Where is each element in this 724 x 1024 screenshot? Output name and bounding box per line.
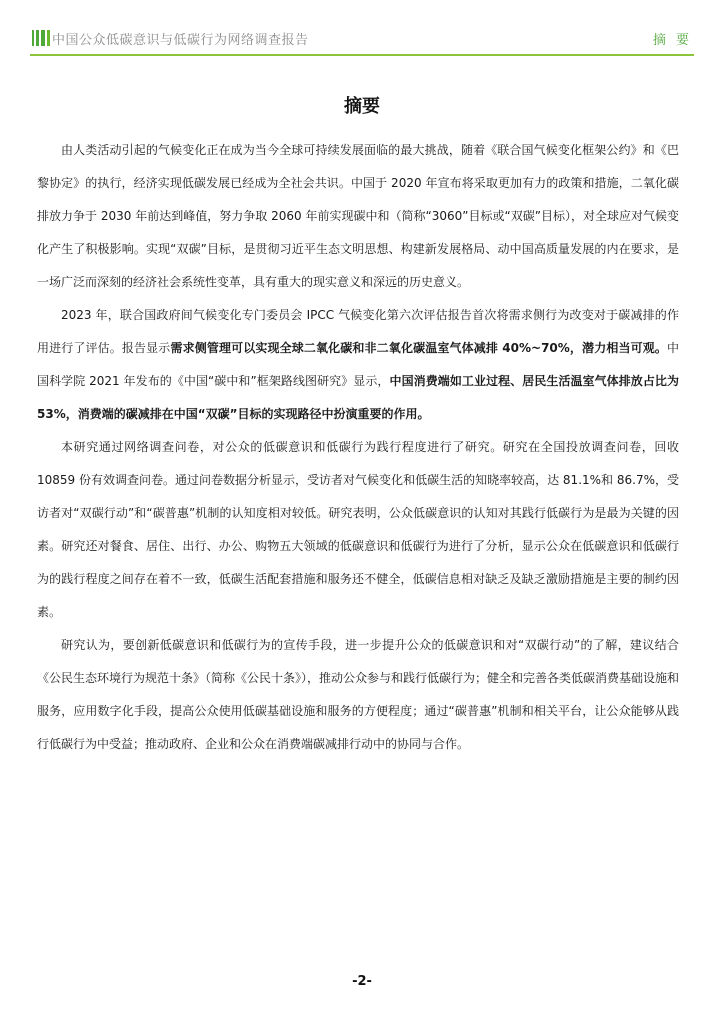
page-title: 摘要: [344, 96, 380, 117]
emphasized-text: 需求侧管理可以实现全球二氧化碳和非二氧化碳温室气体减排 40%~70%，潜力相当可观。: [170, 341, 667, 355]
page-number: -2-: [352, 974, 372, 989]
report-logo-bars-icon: [32, 30, 50, 46]
paragraph-text: 本研究通过网络调查问卷，对公众的低碳意识和低碳行为践行程度进行了研究。研究在全国投放调查问卷，回收 10859 份有效调查问卷。通过问卷数据分析显示，受访者对气候变化和低碳生活的知晓率较高，达 81.1%和 86.7%，受访者对“双碳行动”和“碳普惠”机制的认知度相对较低。研究表明，公众低碳意识的认知对其践行低碳行为是最为关键的因素。研究还对餐食、居住、出行、办公、购物五大领域的低碳意识和低碳行为进行了分析，显示公众在低碳意识和低碳行为的践行程度之间存在着不一致，低碳生活配套措施和服务还不健全，低碳信息相对缺乏及缺乏激励措施是主要的制约因素。: [37, 440, 679, 619]
paragraph-text: 研究认为，要创新低碳意识和低碳行为的宣传手段，进一步提升公众的低碳意识和对“双碳行动”的了解，建议结合《公民生态环境行为规范十条》（简称《公民十条》），推动公众参与和践行低碳行为；健全和完善各类低碳消费基础设施和服务，应用数字化手段，提高公众使用低碳基础设施和服务的方便程度；通过“碳普惠”机制和相关平台，让公众能够从践行低碳行为中受益；推动政府、企业和公众在消费端碳减排行动中的协同与合作。: [37, 638, 680, 751]
abstract-paragraph: [37, 134, 679, 299]
paragraph-text: 2023 年，联合国政府间气候变化专门委员会 IPCC 气候变化第六次评估报告首次将需求侧行为改变对于碳减排的作用进行了评估。报告显示: [37, 308, 679, 355]
emphasized-text: 中国消费端如工业过程、居民生活温室气体排放占比为 53%，消费端的碳减排在中国“双碳”目标的实现路径中扮演重要的作用。: [37, 374, 679, 421]
report-title: 中国公众低碳意识与低碳行为网络调查报告: [52, 33, 309, 48]
paragraph-text: 中国科学院 2021 年发布的《中国“碳中和”框架路线图研究》显示，: [37, 341, 679, 388]
abstract-paragraph: [37, 431, 679, 629]
abstract-body: [37, 134, 679, 761]
section-label: 摘 要: [652, 33, 692, 48]
abstract-paragraph: [37, 629, 679, 761]
page-header: [30, 24, 694, 56]
paragraph-text: 由人类活动引起的气候变化正在成为当今全球可持续发展面临的最大挑战，随着《联合国气候变化框架公约》和《巴黎协定》的执行，经济实现低碳发展已经成为全社会共识。中国于 2020 年宣布将采取更加有力的政策和措施，二氧化碳排放力争于 2030 年前达到峰值，努力争取 2060 年前实现碳中和（简称“3060”目标或“双碳”目标），对全球应对气候变化产生了积极影响。实现“双碳”目标，是贯彻习近平生态文明思想、构建新发展格局、动中国高质量发展的内在要求，是一场广泛而深刻的经济社会系统性变革，具有重大的现实意义和深远的历史意义。: [37, 143, 679, 289]
abstract-paragraph: [37, 299, 679, 431]
